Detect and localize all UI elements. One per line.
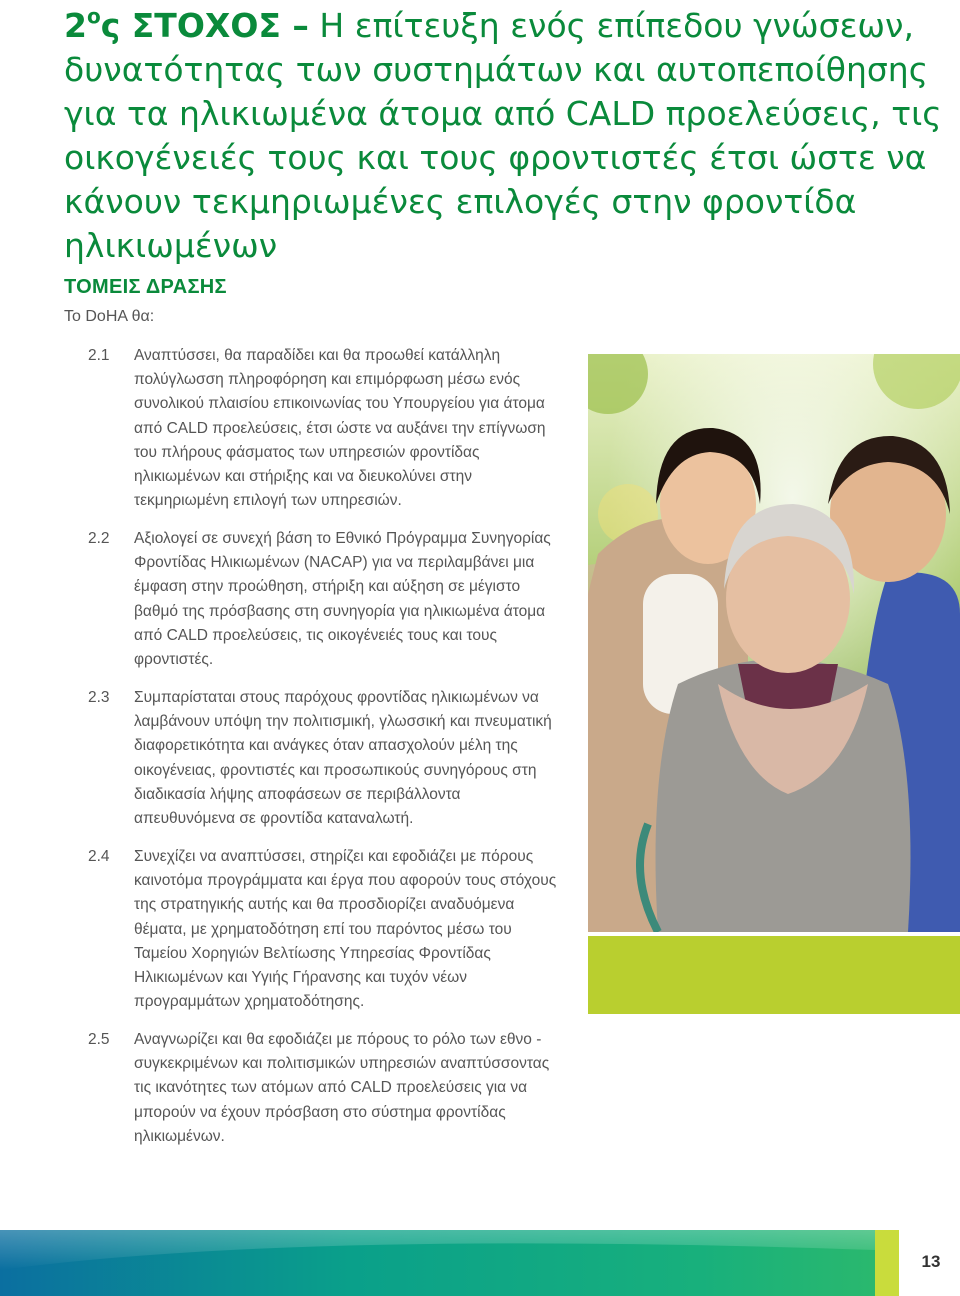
action-item-2-4 bbox=[64, 845, 564, 1014]
heading-goal-label: $2^o\varsigma$ ΣΤΟΧΟΣ – bbox=[64, 4, 309, 45]
action-item-2-1 bbox=[64, 344, 564, 513]
action-item-2-5 bbox=[64, 1028, 564, 1149]
action-item-number: 2.3 bbox=[88, 689, 110, 706]
photo-three-women bbox=[588, 354, 960, 932]
action-item-number: 2.2 bbox=[88, 530, 110, 547]
action-item-2-2 bbox=[64, 527, 564, 672]
action-item-text: Συνεχίζει να αναπτύσσει, στηρίζει και εφοδιάζει με πόρους καινοτόμα προγράμματα και έργα που αφορούν τους στόχους της στρατηγικής αυτής και θα προσδιορίζει αναδυόμενα θέματα, με χρηματοδότηση επί του παρόντος μέσω του Ταμείου Χορηγιών Βελτίωσης Υπηρεσίας Φροντίδας Ηλικιωμένων και Υγιής Γήρανσης και τυχόν νέων προγραμμάτων χρηματοδότησης. bbox=[134, 848, 557, 1011]
heading-goal-text: Η επίτευξη ενός επίπεδου γνώσεων, δυνατότητας των συστημάτων και αυτοπεποίθησης για τα ηλικιωμένα άτομα από CALD προελεύσεις, τις οικογένειές τους και τους φροντιστές έτσι ώστε να κάνουν τεκμηριωμένες επιλογές στην φροντίδα ηλικιωμένων bbox=[64, 6, 942, 265]
action-item-number: 2.1 bbox=[88, 347, 110, 364]
action-item-text: Αναγνωρίζει και θα εφοδιάζει με πόρους το ρόλο των εθνο - συγκεκριμένων και πολιτισμικών υπηρεσιών αναπτύσσοντας τις ικανότητες των ατόμων από CALD προελεύσεις για να μπορούν να έχουν πρόσβαση στο σύστημα φροντίδας ηλικιωμένων. bbox=[134, 1031, 550, 1145]
action-item-number: 2.4 bbox=[88, 848, 110, 865]
action-item-text: Αξιολογεί σε συνεχή βάση το Εθνικό Πρόγραμμα Συνηγορίας Φροντίδας Ηλικιωμένων (NACAP) για να περιλαμβάνει μια έμφαση στην προώθηση, στήριξη και αύξηση σε μέγιστο βαθμό της πρόσβασης στη συνηγορία για ηλικιωμένα άτομα από CALD προελεύσεις, τις οικογένειές τους και τους φροντιστές. bbox=[134, 530, 551, 669]
footer-band bbox=[0, 1230, 960, 1296]
action-item-number: 2.5 bbox=[88, 1031, 110, 1048]
page-heading bbox=[64, 4, 944, 268]
lime-accent-block bbox=[588, 936, 960, 1014]
action-item-2-3 bbox=[64, 686, 564, 831]
action-item-text: Αναπτύσσει, θα παραδίδει και θα προωθεί κατάλληλη πολύγλωσση πληροφόρηση και επιμόρφωση μέσω ενός συνολικού πλαισίου επικοινωνίας του Υπουργείου για άτομα από CALD προελεύσεις, έτσι ώστε να αυξάνει την επίγνωση του πλήρους φάσματος των υπηρεσιών φροντίδας ηλικιωμένων και στήριξης και να διευκολύνει στην τεκμηριωμένη επιλογή των υπηρεσιών. bbox=[134, 347, 546, 510]
section-title: ΤΟΜΕΙΣ ΔΡΑΣΗΣ bbox=[64, 276, 227, 298]
page-number: 13 bbox=[921, 1252, 941, 1271]
action-item-text: Συμπαρίσταται στους παρόχους φροντίδας ηλικιωμένων να λαμβάνουν υπόψη την πολιτισμική, γλωσσική και πνευματική διαφορετικότητα και ανάγκες όταν απασχολούν μέλη της οικογένειας, φροντιστές και προσωπικούς συνηγόρους στη διαδικασία λήψης αποφάσεων σε περιβάλλοντα απευθυνόμενα σε φροντίδα καταναλωτή. bbox=[134, 689, 552, 828]
section-intro: Το DoHA θα: bbox=[64, 308, 155, 325]
